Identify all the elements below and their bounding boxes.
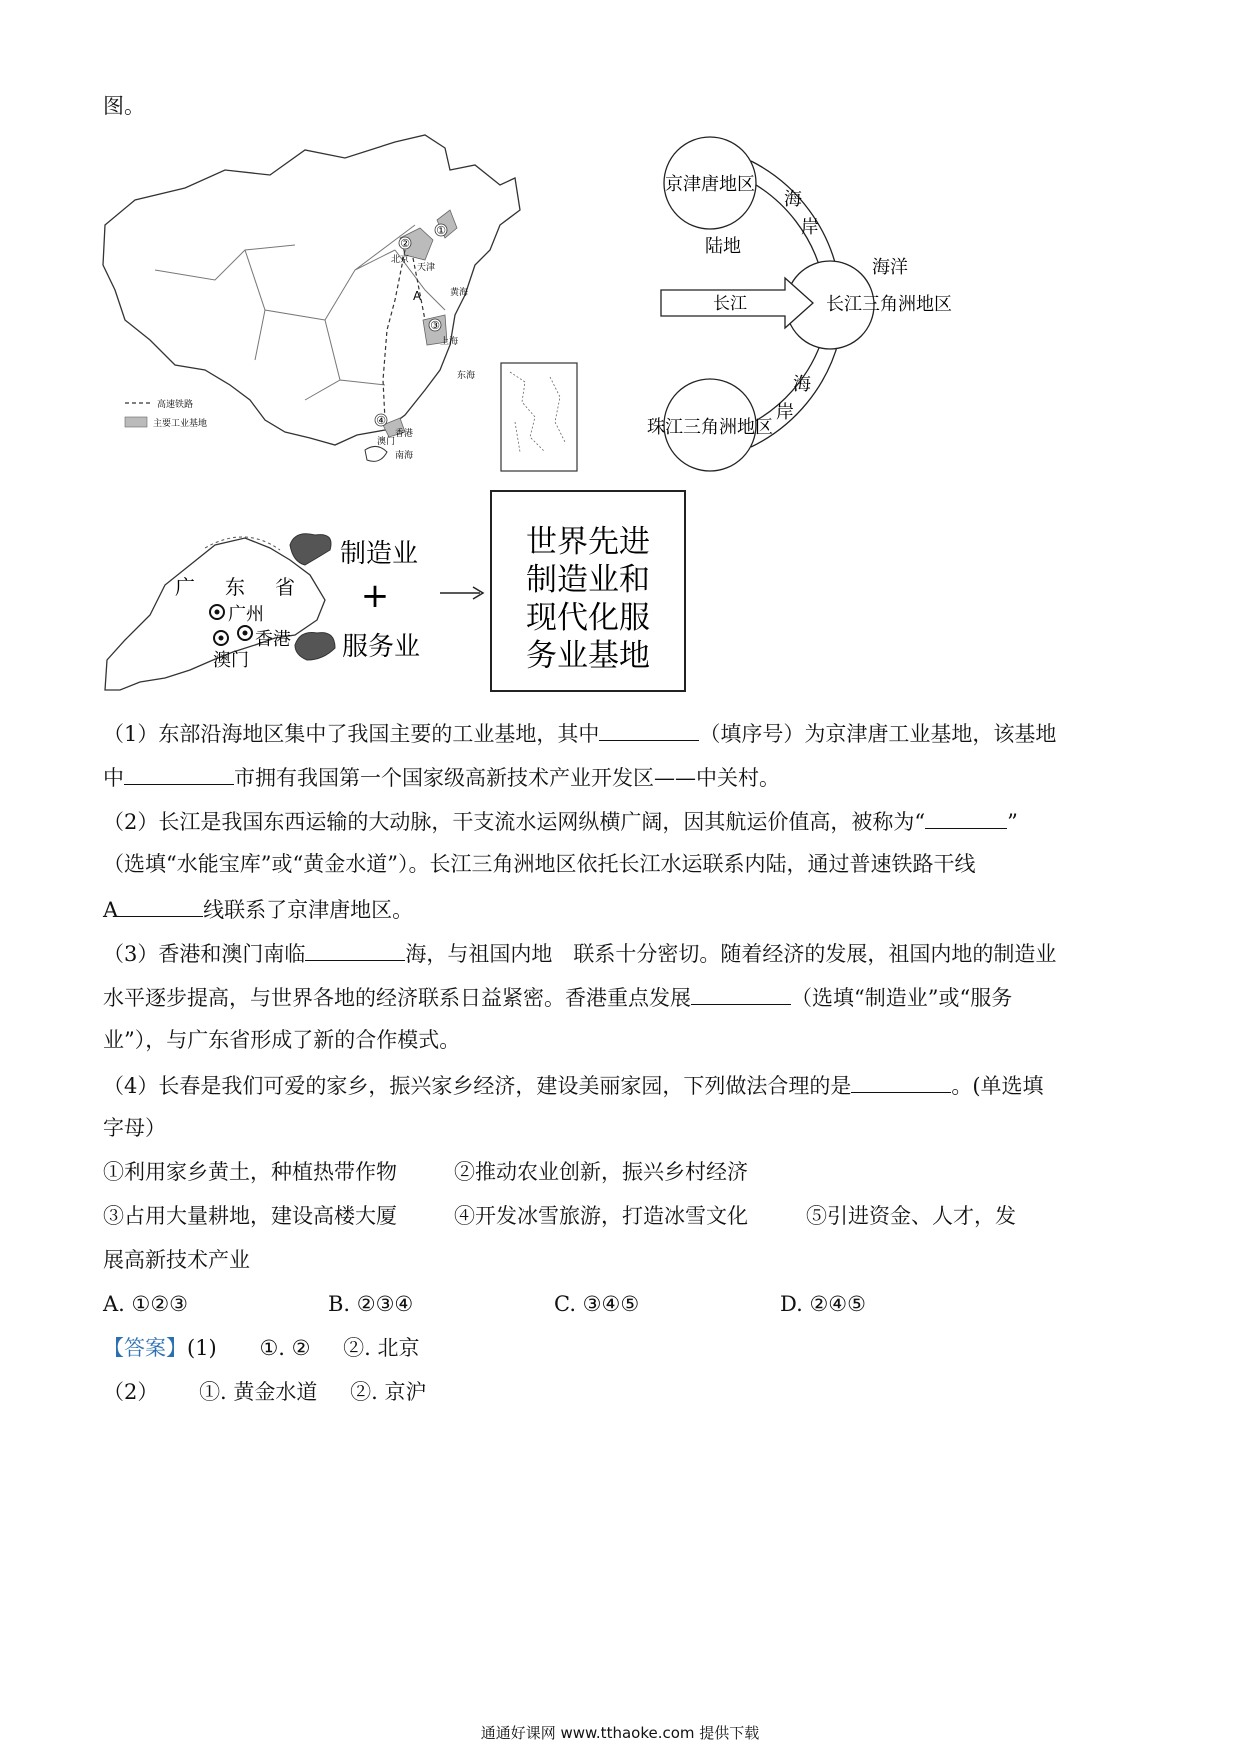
- question-1-line-1: （1）东部沿海地区集中了我国主要的工业基地，其中 （填序号）为京津唐工业基地，该基地: [103, 718, 1056, 748]
- option-4: ④开发冰雪旅游，打造冰雪文化: [454, 1204, 748, 1228]
- south-china-sea-inset: [500, 362, 578, 472]
- guangdong-diagram: [95, 520, 495, 705]
- footer: 通通好课网 www.tthaoke.com 提供下载: [480, 1724, 760, 1742]
- city-hongkong: 香港: [255, 629, 291, 650]
- region-jjt: 京津唐地区: [665, 174, 755, 195]
- city-macau: 澳门: [213, 650, 249, 671]
- option-2: ②推动农业创新，振兴乡村经济: [454, 1160, 748, 1184]
- choice-d[interactable]: D. ②④⑤: [780, 1292, 866, 1316]
- coast-upper-1: 海: [784, 189, 802, 210]
- province-char-1: 广: [175, 575, 195, 599]
- sea-east: 东海: [457, 371, 476, 381]
- result-box-text: [492, 492, 684, 690]
- option-3: ③占用大量耕地，建设高楼大厦: [103, 1204, 397, 1228]
- result-line-3: 现代化服: [526, 600, 650, 636]
- choice-a[interactable]: A. ①②③: [103, 1292, 188, 1316]
- blank-q4-1[interactable]: [851, 1070, 951, 1093]
- result-line-1: 世界先进: [526, 524, 650, 560]
- sea-yellow: 黄海: [450, 288, 469, 298]
- regions-diagram: [625, 135, 985, 475]
- blank-q3-2[interactable]: [691, 982, 791, 1005]
- intro-tail: 图。: [103, 94, 145, 118]
- coast-lower-1: 海: [793, 374, 811, 395]
- result-line-2: 制造业和: [526, 562, 650, 598]
- plus-sign: +: [360, 576, 390, 616]
- question-4-line-2: 字母）: [103, 1116, 166, 1140]
- question-2-line-1: （2）长江是我国东西运输的大动脉，干支流水运网纵横广阔，因其航运价值高，被称为“ ”: [103, 806, 1018, 836]
- sea-south: 南海: [395, 451, 414, 461]
- city-hongkong: 香港: [395, 429, 414, 439]
- label-manufacturing: 制造业: [340, 539, 419, 569]
- marker-4: ④: [376, 414, 386, 427]
- marker-2: ②: [400, 237, 410, 250]
- label-land: 陆地: [705, 236, 741, 257]
- marker-1: ①: [436, 224, 446, 237]
- region-prd: 珠江三角洲地区: [647, 417, 773, 438]
- blank-q2-2[interactable]: [118, 894, 203, 917]
- question-3-line-1: （3）香港和澳门南临 海，与祖国内地 联系十分密切。随着经济的发展，祖国内地的制造业: [103, 938, 1056, 968]
- city-beijing: 北京: [391, 255, 410, 265]
- legend-industrial-base: 主要工业基地: [153, 419, 208, 429]
- city-shanghai: 上海: [440, 337, 459, 347]
- blank-q1-1[interactable]: [599, 718, 699, 741]
- choice-b[interactable]: B. ②③④: [328, 1292, 414, 1316]
- answer-tag: 【答案】: [103, 1336, 187, 1360]
- answer-line-1: 【答案】(1) ①. ② ②. 北京: [103, 1336, 420, 1360]
- label-yangtze: 长江: [713, 294, 747, 314]
- answer-line-2: （2） ①. 黄金水道 ②. 京沪: [103, 1380, 427, 1404]
- choice-c[interactable]: C. ③④⑤: [554, 1292, 640, 1316]
- region-yrd: 长江三角洲地区: [826, 294, 952, 315]
- blank-q3-1[interactable]: [305, 938, 405, 961]
- blank-q2-1[interactable]: [925, 806, 1007, 829]
- label-services: 服务业: [342, 632, 421, 662]
- legend-rail: 高速铁路: [157, 400, 194, 410]
- coast-upper-2: 岸: [801, 217, 819, 238]
- question-4-line-1: （4）长春是我们可爱的家乡，振兴家乡经济，建设美丽家园，下列做法合理的是 。(单选填: [103, 1070, 1044, 1100]
- result-line-4: 务业基地: [526, 638, 650, 674]
- question-3-line-3: 业”），与广东省形成了新的合作模式。: [103, 1028, 461, 1052]
- coast-lower-2: 岸: [776, 402, 794, 423]
- option-5-part-2: 展高新技术产业: [103, 1248, 250, 1272]
- question-1-line-2: 中 市拥有我国第一个国家级高新技术产业开发区——中关村。: [103, 762, 780, 792]
- option-1: ①利用家乡黄土，种植热带作物: [103, 1160, 397, 1184]
- province-char-3: 省: [275, 575, 295, 599]
- marker-3: ③: [430, 319, 440, 332]
- province-char-2: 东: [225, 575, 245, 599]
- option-5-part-1: ⑤引进资金、人才，发: [806, 1204, 1016, 1228]
- result-box: [490, 490, 686, 692]
- city-tianjin: 天津: [417, 263, 436, 273]
- label-ocean: 海洋: [872, 257, 908, 278]
- rail-line-a: A: [413, 289, 422, 303]
- question-2-line-2: （选填“水能宝库”或“黄金水道”）。长江三角洲地区依托长江水运联系内陆，通过普速铁路干线: [103, 852, 976, 876]
- blank-q1-2[interactable]: [124, 762, 234, 785]
- question-3-line-2: 水平逐步提高，与世界各地的经济联系日益紧密。香港重点发展 （选填“制造业”或“服务: [103, 982, 1012, 1012]
- city-guangzhou: 广州: [228, 604, 264, 625]
- city-macau: 澳门: [377, 437, 396, 447]
- question-2-line-3: A 线联系了京津唐地区。: [103, 894, 413, 924]
